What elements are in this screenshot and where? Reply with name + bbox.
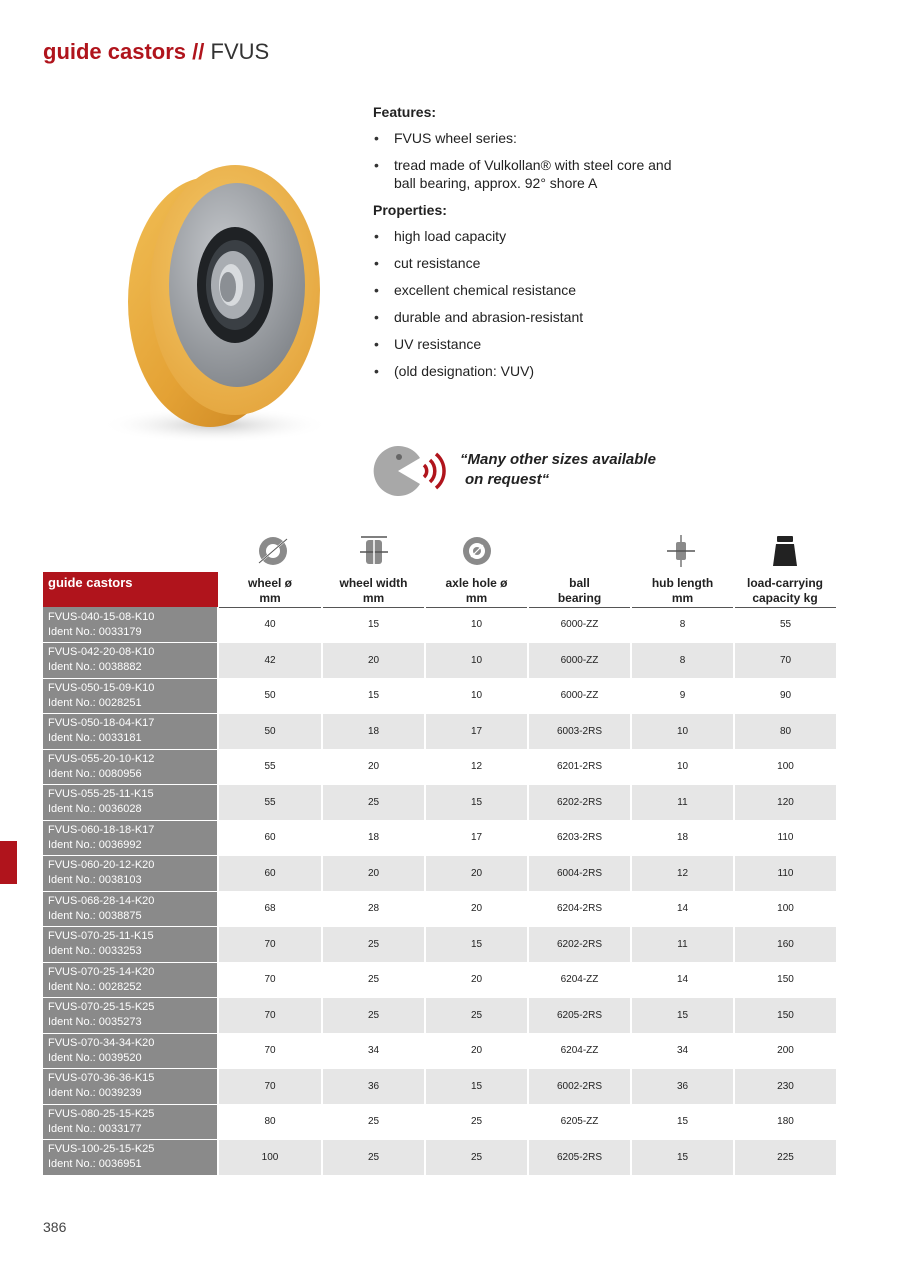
col-header-load-capacity (734, 572, 836, 607)
table-cell: 20 (425, 856, 528, 892)
table-cell: 25 (322, 998, 425, 1034)
table-cell: 150 (734, 962, 836, 998)
table-cell: 150 (734, 998, 836, 1034)
row-label (43, 749, 218, 785)
table-cell: 20 (425, 962, 528, 998)
table-cell: 180 (734, 1104, 836, 1140)
table-cell: 15 (425, 1069, 528, 1105)
table-cell: 6003-2RS (528, 714, 631, 750)
row-label (43, 785, 218, 821)
features-heading: Features: (373, 104, 437, 120)
table-cell: 6204-ZZ (528, 962, 631, 998)
table-cell: 10 (631, 749, 734, 785)
table-cell: 70 (218, 998, 322, 1034)
table-cell: 11 (631, 785, 734, 821)
table-cell: 25 (425, 1104, 528, 1140)
table-cell: 25 (322, 1104, 425, 1140)
table-cell: 20 (322, 643, 425, 679)
ident-number: Ident No.: 0033177 (48, 1122, 142, 1135)
table-cell: 55 (218, 749, 322, 785)
table-row (43, 998, 836, 1034)
table-cell: 12 (425, 749, 528, 785)
table-header-row (43, 572, 836, 607)
col-header-hub-length (631, 572, 734, 607)
table-cell: 18 (322, 714, 425, 750)
col-header-l2: mm (465, 590, 488, 605)
table-cell: 6000-ZZ (528, 643, 631, 679)
row-label (43, 927, 218, 963)
col-header-l1: axle hole ø (445, 575, 508, 590)
table-cell: 6203-2RS (528, 820, 631, 856)
table-row (43, 607, 836, 643)
table-cell: 11 (631, 927, 734, 963)
properties-list (373, 227, 793, 380)
axle-hole-icon (459, 533, 495, 569)
table-cell: 6204-ZZ (528, 1033, 631, 1069)
features-section (373, 103, 793, 389)
table-cell: 80 (218, 1104, 322, 1140)
ident-number: Ident No.: 0038103 (48, 874, 142, 887)
table-cell: 120 (734, 785, 836, 821)
row-label (43, 607, 218, 643)
row-label (43, 1069, 218, 1105)
table-cell: 18 (631, 820, 734, 856)
product-code: FVUS-070-25-15-K25 (48, 1001, 155, 1014)
table-cell: 110 (734, 856, 836, 892)
row-label (43, 1140, 218, 1176)
table-cell: 100 (734, 891, 836, 927)
table-cell: 12 (631, 856, 734, 892)
table-cell: 17 (425, 714, 528, 750)
table-cell: 200 (734, 1033, 836, 1069)
title-bold: guide castors (43, 39, 187, 64)
table-cell: 6004-2RS (528, 856, 631, 892)
col-header-ball-bearing (528, 572, 631, 607)
table-cell: 25 (322, 962, 425, 998)
property-item: • durable and abrasion-resistant (373, 308, 793, 326)
table-cell: 6205-ZZ (528, 1104, 631, 1140)
product-code: FVUS-060-18-18-K17 (48, 823, 155, 836)
features-list (373, 129, 793, 192)
table-cell: 230 (734, 1069, 836, 1105)
table-row (43, 749, 836, 785)
ident-number: Ident No.: 0036992 (48, 838, 142, 851)
table-body (43, 607, 836, 1175)
table-cell: 15 (322, 607, 425, 643)
table-cell: 14 (631, 891, 734, 927)
table-cell: 80 (734, 714, 836, 750)
product-code: FVUS-055-20-10-K12 (48, 752, 155, 765)
row-label (43, 820, 218, 856)
table-cell: 6000-ZZ (528, 678, 631, 714)
ident-number: Ident No.: 0038882 (48, 661, 142, 674)
table-cell: 6205-2RS (528, 998, 631, 1034)
property-item: • (old designation: VUV) (373, 362, 793, 380)
table-cell: 15 (631, 1104, 734, 1140)
table-cell: 6202-2RS (528, 927, 631, 963)
row-label (43, 998, 218, 1034)
table-row (43, 714, 836, 750)
ident-number: Ident No.: 0033179 (48, 625, 142, 638)
property-item: • high load capacity (373, 227, 793, 245)
table-cell: 6204-2RS (528, 891, 631, 927)
property-item: • excellent chemical resistance (373, 281, 793, 299)
table-cell: 15 (322, 678, 425, 714)
product-code: FVUS-070-36-36-K15 (48, 1072, 155, 1085)
row-label (43, 714, 218, 750)
table-cell: 14 (631, 962, 734, 998)
table-cell: 70 (218, 927, 322, 963)
row-label (43, 962, 218, 998)
table-cell: 40 (218, 607, 322, 643)
table-cell: 34 (631, 1033, 734, 1069)
table-row (43, 962, 836, 998)
table-cell: 6002-2RS (528, 1069, 631, 1105)
product-code: FVUS-042-20-08-K10 (48, 646, 155, 659)
ident-number: Ident No.: 0036028 (48, 803, 142, 816)
table-cell: 6205-2RS (528, 1140, 631, 1176)
row-label (43, 891, 218, 927)
col-header-l2: mm (259, 590, 281, 605)
col-header-wheel-width (322, 572, 425, 607)
product-code: FVUS-055-25-11-K15 (48, 788, 154, 801)
col-header-l2: mm (362, 590, 385, 605)
table-cell: 6202-2RS (528, 785, 631, 821)
row-label (43, 678, 218, 714)
table-cell: 25 (322, 1140, 425, 1176)
table-cell: 36 (322, 1069, 425, 1105)
product-image-wheel (95, 150, 355, 450)
col-header-axle-hole (425, 572, 528, 607)
row-label (43, 1033, 218, 1069)
product-code: FVUS-100-25-15-K25 (48, 1143, 155, 1156)
table-row (43, 1033, 836, 1069)
table-cell: 225 (734, 1140, 836, 1176)
table-row (43, 927, 836, 963)
ident-number: Ident No.: 0033253 (48, 945, 142, 958)
product-code: FVUS-060-20-12-K20 (48, 859, 155, 872)
table-cell: 60 (218, 820, 322, 856)
table-cell: 70 (218, 962, 322, 998)
table-cell: 25 (322, 927, 425, 963)
property-item: • cut resistance (373, 254, 793, 272)
row-label (43, 643, 218, 679)
table-cell: 42 (218, 643, 322, 679)
property-item: • UV resistance (373, 335, 793, 353)
table-cell: 70 (218, 1069, 322, 1105)
table-cell: 50 (218, 678, 322, 714)
table-cell: 70 (218, 1033, 322, 1069)
table-cell: 100 (734, 749, 836, 785)
table-cell: 50 (218, 714, 322, 750)
ident-number: Ident No.: 0080956 (48, 767, 142, 780)
table-cell: 15 (425, 785, 528, 821)
ident-number: Ident No.: 0038875 (48, 909, 142, 922)
col-header-l1: wheel ø (247, 575, 292, 590)
table-cell: 10 (425, 607, 528, 643)
properties-heading: Properties: (373, 202, 447, 218)
table-cell: 110 (734, 820, 836, 856)
table-cell: 34 (322, 1033, 425, 1069)
ident-number: Ident No.: 0039520 (48, 1051, 142, 1064)
table-cell: 10 (425, 643, 528, 679)
table-cell: 25 (322, 785, 425, 821)
table-cell: 6201-2RS (528, 749, 631, 785)
sizes-note (460, 450, 700, 490)
table-row (43, 1069, 836, 1105)
table-cell: 9 (631, 678, 734, 714)
table-cell: 70 (734, 643, 836, 679)
section-marker-tab (0, 841, 17, 884)
table-title: guide castors (43, 572, 218, 607)
table-row (43, 1104, 836, 1140)
ident-number: Ident No.: 0036951 (48, 1158, 142, 1171)
page-number: 386 (43, 1219, 67, 1235)
ident-number: Ident No.: 0039239 (48, 1087, 142, 1100)
title-separator: // (192, 39, 205, 64)
col-header-l2: mm (671, 590, 694, 605)
product-code: FVUS-050-18-04-K17 (48, 717, 155, 730)
table-cell: 28 (322, 891, 425, 927)
product-code: FVUS-070-34-34-K20 (48, 1036, 155, 1049)
table-cell: 20 (425, 891, 528, 927)
table-cell: 8 (631, 607, 734, 643)
product-code: FVUS-068-28-14-K20 (48, 894, 155, 907)
product-code: FVUS-080-25-15-K25 (48, 1107, 155, 1120)
wheel-width-icon (356, 533, 392, 569)
table-cell: 17 (425, 820, 528, 856)
table-row (43, 785, 836, 821)
page-title (43, 38, 269, 66)
table-cell: 20 (322, 749, 425, 785)
table-cell: 15 (425, 927, 528, 963)
table-cell: 160 (734, 927, 836, 963)
col-header-l1: wheel width (339, 575, 408, 590)
table-cell: 20 (425, 1033, 528, 1069)
table-cell: 6000-ZZ (528, 607, 631, 643)
table-cell: 36 (631, 1069, 734, 1105)
col-header-l1: load-carrying (746, 575, 824, 590)
product-code: FVUS-070-25-14-K20 (48, 965, 155, 978)
col-header-l1: hub length (651, 575, 714, 590)
table-cell: 60 (218, 856, 322, 892)
table-row (43, 1140, 836, 1176)
table-cell: 68 (218, 891, 322, 927)
table-cell: 55 (734, 607, 836, 643)
ident-number: Ident No.: 0028252 (48, 980, 142, 993)
product-code: FVUS-070-25-11-K15 (48, 930, 154, 943)
col-header-l1: ball (569, 575, 590, 590)
feature-item: • FVUS wheel series: (373, 129, 793, 147)
guide-castors-table (43, 572, 836, 1176)
ident-number: Ident No.: 0028251 (48, 696, 142, 709)
load-weight-icon (767, 533, 803, 569)
sizes-note-line1: “Many other sizes available (460, 451, 656, 468)
table-cell: 8 (631, 643, 734, 679)
table-cell: 10 (631, 714, 734, 750)
wheel-diameter-icon (255, 533, 291, 569)
feature-item: • tread made of Vulkollan® with steel core and ball bearing, approx. 92° shore A (373, 156, 679, 192)
row-label (43, 856, 218, 892)
table-row (43, 643, 836, 679)
table-cell: 100 (218, 1140, 322, 1176)
table-cell: 10 (425, 678, 528, 714)
title-product: FVUS (210, 39, 270, 64)
table-row (43, 891, 836, 927)
table-row (43, 678, 836, 714)
table-cell: 55 (218, 785, 322, 821)
sizes-request-icon (372, 445, 452, 497)
col-header-wheel-diameter (218, 572, 322, 607)
col-header-l2: bearing (557, 590, 602, 605)
table-row (43, 856, 836, 892)
table-cell: 25 (425, 998, 528, 1034)
table-cell: 15 (631, 998, 734, 1034)
ident-number: Ident No.: 0033181 (48, 732, 142, 745)
product-code: FVUS-040-15-08-K10 (48, 610, 155, 623)
table-cell: 20 (322, 856, 425, 892)
table-cell: 25 (425, 1140, 528, 1176)
ident-number: Ident No.: 0035273 (48, 1016, 142, 1029)
row-label (43, 1104, 218, 1140)
col-header-l2: capacity kg (752, 590, 818, 605)
table-cell: 90 (734, 678, 836, 714)
product-code: FVUS-050-15-09-K10 (48, 681, 155, 694)
table-cell: 15 (631, 1140, 734, 1176)
sizes-note-line2: on request“ (465, 471, 550, 488)
table-row (43, 820, 836, 856)
table-cell: 18 (322, 820, 425, 856)
hub-length-icon (663, 533, 699, 569)
